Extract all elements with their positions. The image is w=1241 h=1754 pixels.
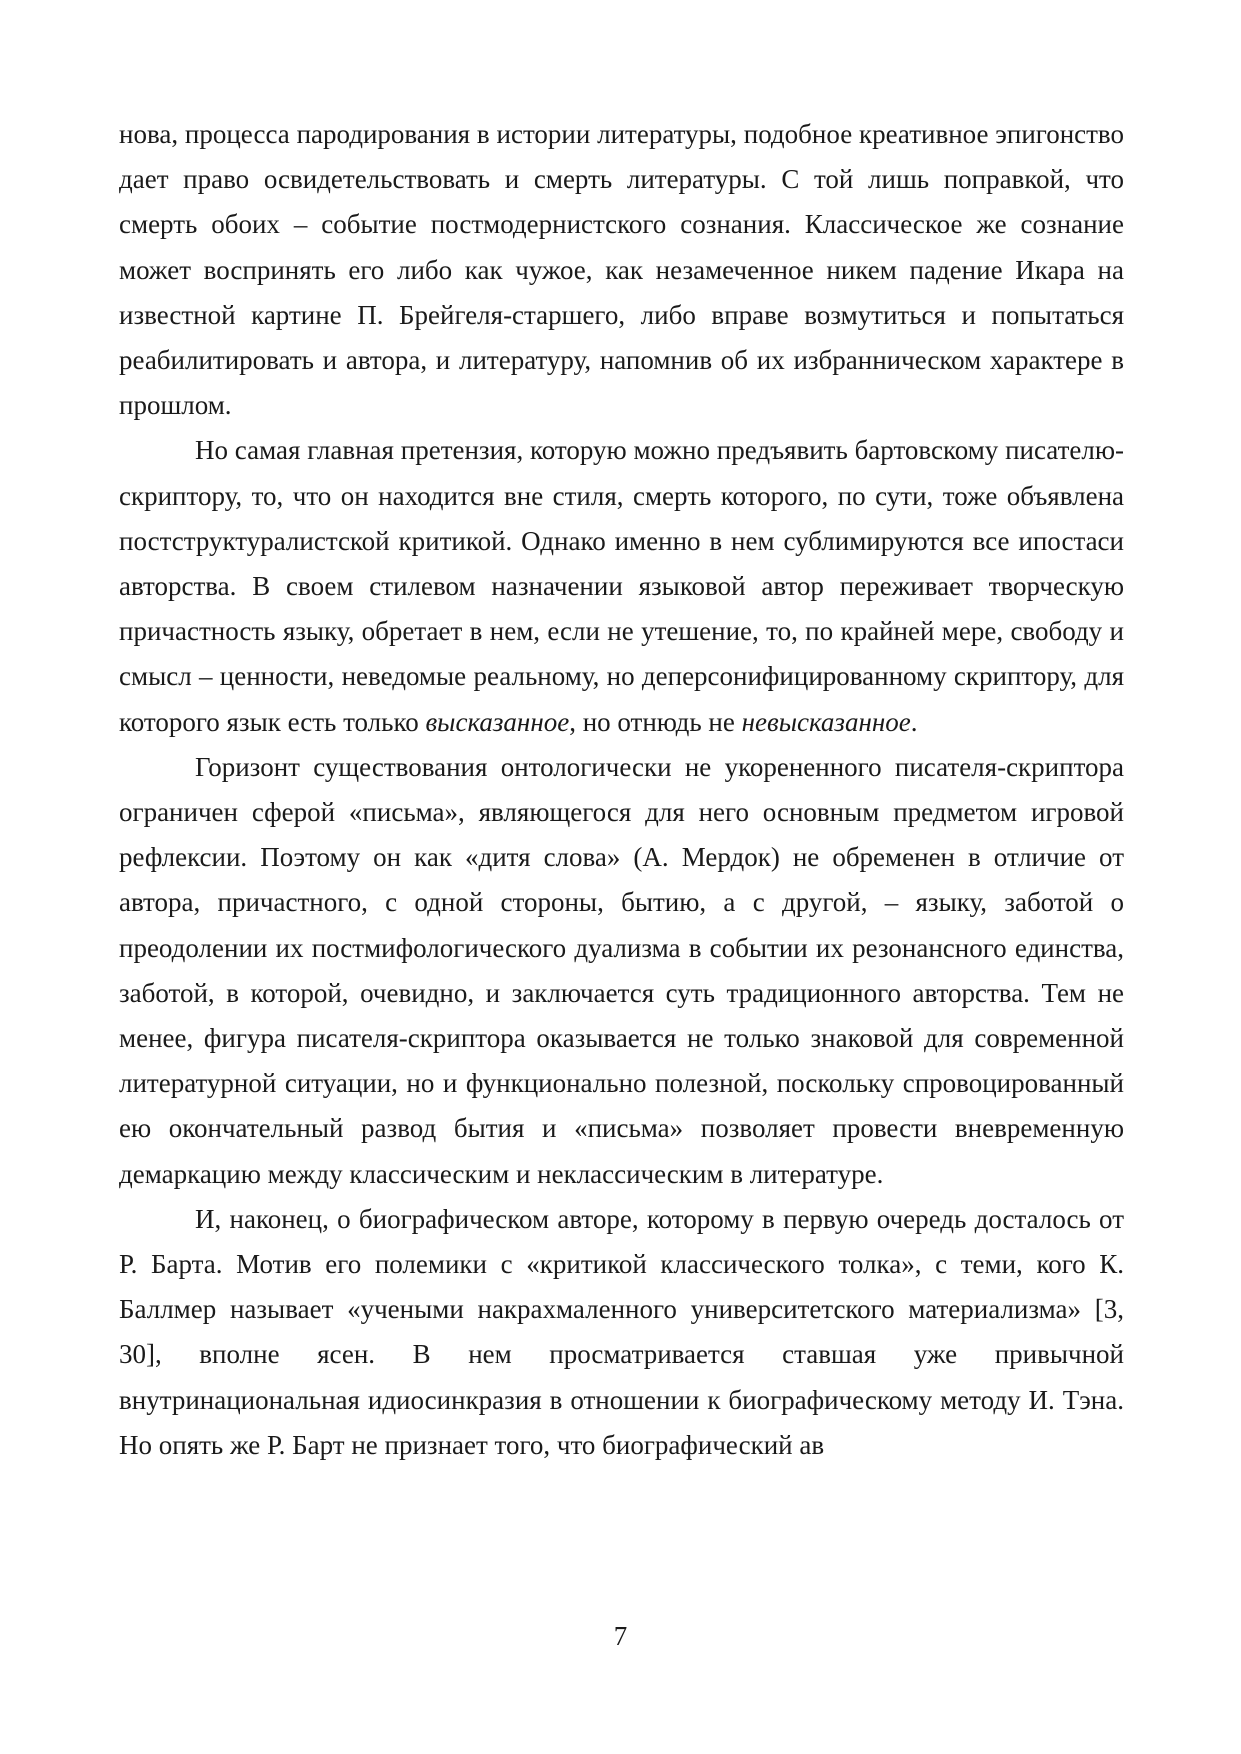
paragraph-2-text-end: . [910,706,918,737]
paragraph-3-text: Горизонт существования онтологически не укорененного писателя-скриптора ограничен сферой «письма», являющегося для него основным предметом игровой рефлексии. Поэтому он как «дитя слова» (А. Мердок) не обременен в отличие от автора, причастного, с одной стороны, бытию, а с другой, – языку, заботой о преодолении их постмифологического дуализма в событии их резонансного единства, заботой, в которой, очевидно, и заключается суть традиционного авторства. Тем не менее, фигура писателя-скриптора оказывается не только знаковой для современной литературной ситуации, но и функционально полезной, поскольку спровоцированный ею окончательный развод бытия и «письма» позволяет провести вневременную демаркацию между классическим и неклассическим в литературе. [119,751,1124,1189]
paragraph-2 [119,428,1124,744]
paragraph-2-italic-unsaid: невысказанное [741,706,911,737]
paragraph-2-text: Но самая главная претензия, которую можно предъявить бартовскому писателю-скриптору, то, что он находится вне стиля, смерть которого, по сути, тоже объявлена постструктуралистской критикой. Однако именно в нем сублимируются все ипостаси авторства. В своем стилевом назначении языковой автор переживает творческую причастность языку, обретает в нем, если не утешение, то, по крайней мере, свободу и смысл – ценности, неведомые реальному, но деперсонифицированному скриптору, для которого язык есть только [119,435,1124,737]
paragraph-3 [119,745,1124,1197]
page-number: 7 [613,1621,628,1651]
paragraph-2-text-mid: , но отнюдь не [569,706,742,737]
paragraph-4 [119,1197,1124,1468]
paragraph-1 [119,112,1124,428]
page-body [119,112,1124,1468]
paragraph-1-text: нова, процесса пародирования в истории литературы, подобное креативное эпигонство дает право освидетельствовать и смерть литературы. С той лишь поправкой, что смерть обоих – событие постмодернистского сознания. Классическое же сознание может воспринять его либо как чужое, как незамеченное никем падение Икара на известной картине П. Брейгеля-старшего, либо вправе возмутиться и попытаться реабилитировать и автора, и литературу, напомнив об их избранническом характере в прошлом. [119,119,1124,421]
paragraph-2-italic-said: высказанное [425,706,570,737]
paragraph-4-text: И, наконец, о биографическом авторе, которому в первую очередь досталось от Р. Барта. Мотив его полемики с «критикой классического толка», с теми, кого К. Баллмер называет «учеными накрахмаленного университетского материализма» [3, 30], вполне ясен. В нем просматривается ставшая уже привычной внутринациональная идиосинкразия в отношении к биографическому методу И. Тэна. Но опять же Р. Барт не признает того, что биографический ав [119,1203,1124,1460]
